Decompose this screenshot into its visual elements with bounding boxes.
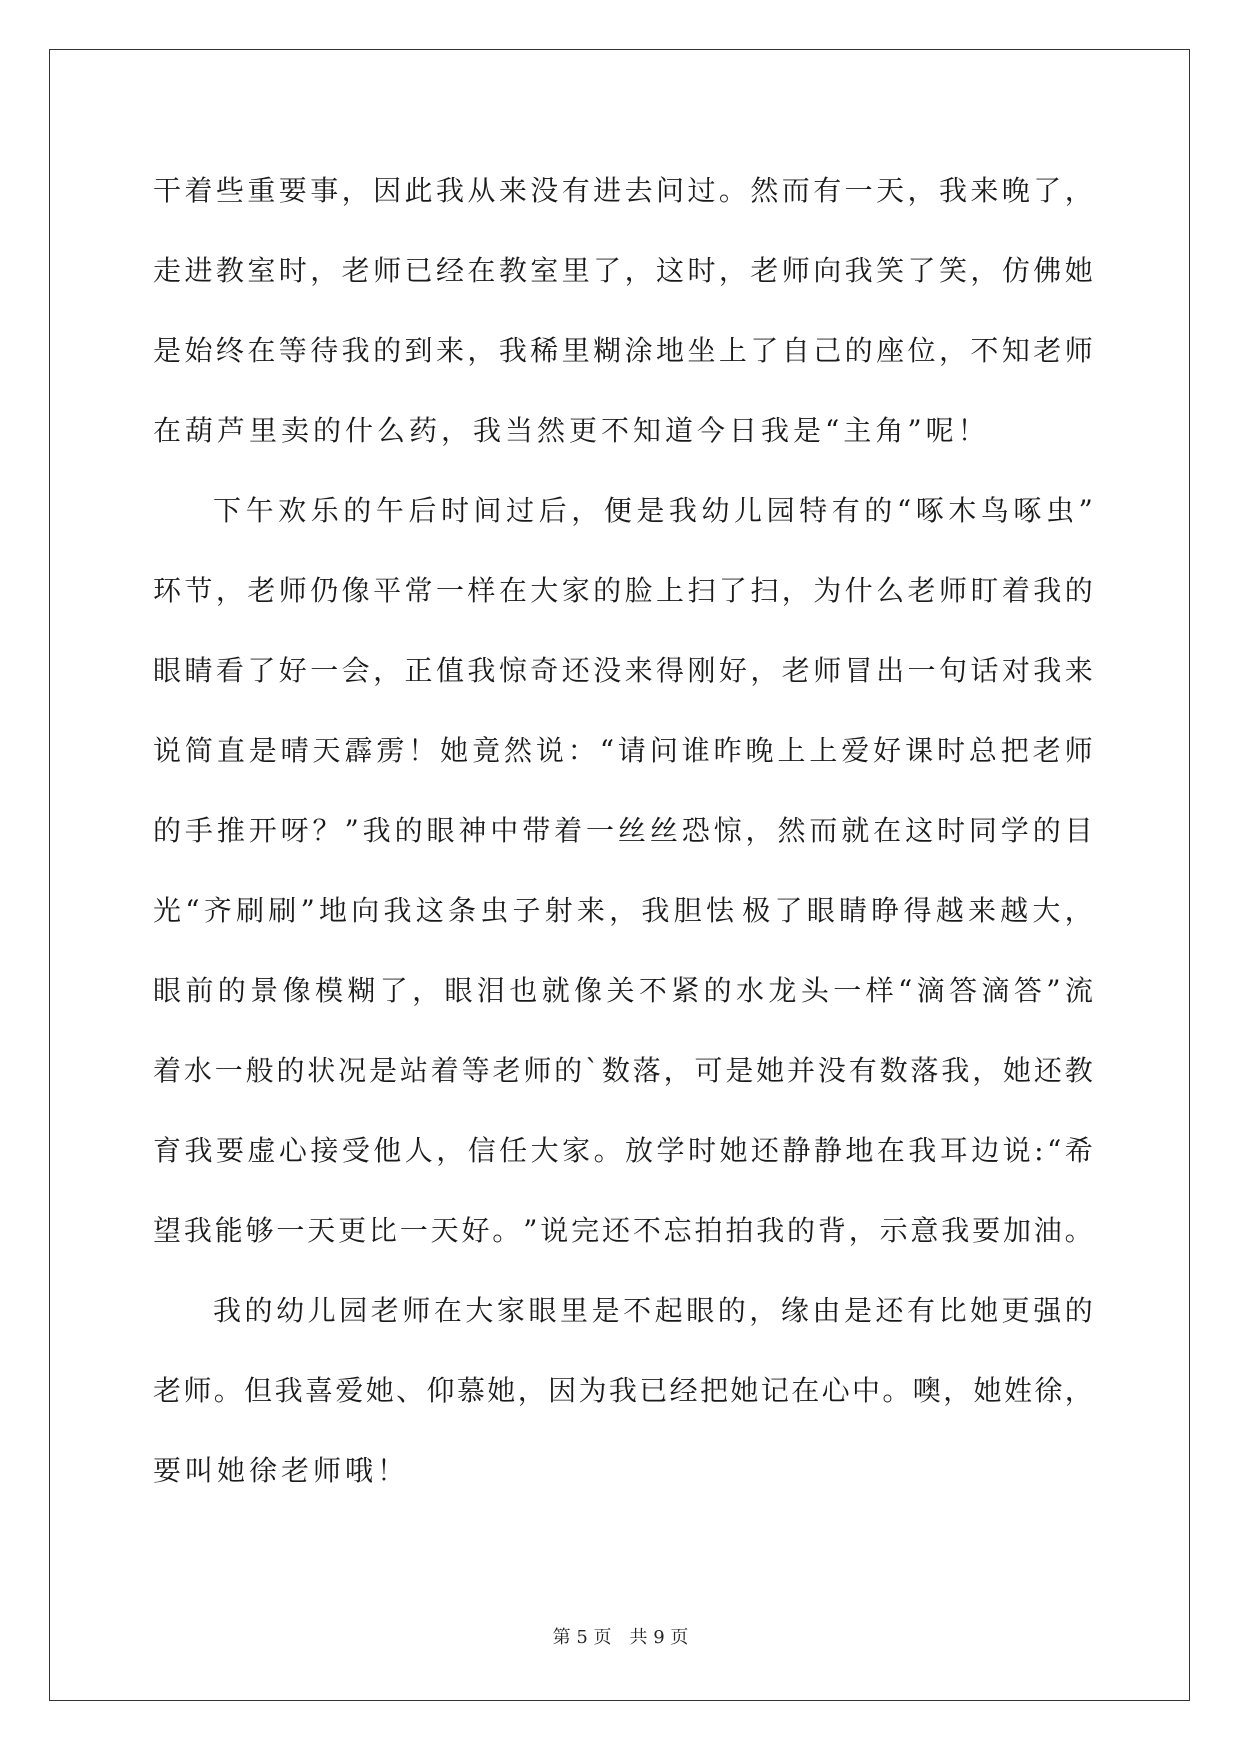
text-line: 光 “ 齐 刷 刷 ” 地 向 我 这 条 虫 子 射 来 ， 我 胆 怯 极 了 眼 睛 睁 得 越 来 越 大 ，	[153, 894, 1093, 927]
text-line: 眼 前 的 景 像 模 糊 了 ， 眼 泪 也 就 像 关 不 紧 的 水 龙 头 一 样 “ 滴 答 滴 答 ” 流	[153, 974, 1093, 1007]
text-line: 要叫她徐老师哦！	[153, 1454, 410, 1487]
text-line: 的 手 推 开 呀 ？ ” 我 的 眼 神 中 带 着 一 丝 丝 恐 惊 ， 然 而 就 在 这 时 同 学 的 目	[153, 814, 1093, 847]
text-line: 是 始 终 在 等 待 我 的 到 来 ， 我 稀 里 糊 涂 地 坐 上 了 自 己 的 座 位 ， 不 知 老 师	[153, 334, 1093, 367]
text-line: 老 师 。 但 我 喜 爱 她 、 仰 慕 她 ， 因 为 我 已 经 把 她 记 在 心 中 。 噢 ， 她 姓 徐 ，	[153, 1374, 1093, 1407]
text-line: 干 着 些 重 要 事 ， 因 此 我 从 来 没 有 进 去 问 过 。 然 而 有 一 天 ， 我 来 晚 了 ，	[153, 174, 1093, 207]
text-line: 着 水 一 般 的 状 况 是 站 着 等 老 师 的 ` 数 落 ， 可 是 她 并 没 有 数 落 我 ， 她 还 教	[153, 1054, 1093, 1087]
text-line: 环 节 ， 老 师 仍 像 平 常 一 样 在 大 家 的 脸 上 扫 了 扫 ， 为 什 么 老 师 盯 着 我 的	[153, 574, 1093, 607]
text-line: 说 简 直 是 晴 天 霹 雳 ！ 她 竟 然 说 ： “ 请 问 谁 昨 晚 上 上 爱 好 课 时 总 把 老 师	[153, 734, 1093, 767]
text-line: 在葫芦里卖的什么药，我当然更不知道今日我是“主角”呢！	[153, 414, 990, 447]
text-line: 眼 睛 看 了 好 一 会 ， 正 值 我 惊 奇 还 没 来 得 刚 好 ， 老 师 冒 出 一 句 话 对 我 来	[153, 654, 1093, 687]
text-line: 育 我 要 虚 心 接 受 他 人 ， 信 任 大 家 。 放 学 时 她 还 静 静 地 在 我 耳 边 说 : “ 希	[153, 1134, 1093, 1167]
text-line: 我 的 幼 儿 园 老 师 在 大 家 眼 里 是 不 起 眼 的 ， 缘 由 是 还 有 比 她 更 强 的	[213, 1294, 1093, 1327]
page-number-footer: 第 5 页 共 9 页	[552, 1627, 689, 1648]
text-line: 走 进 教 室 时 ， 老 师 已 经 在 教 室 里 了 ， 这 时 ， 老 师 向 我 笑 了 笑 ， 仿 佛 她	[153, 254, 1093, 287]
text-line: 下 午 欢 乐 的 午 后 时 间 过 后 ， 便 是 我 幼 儿 园 特 有 的 “ 啄 木 鸟 啄 虫 ”	[213, 494, 1093, 527]
text-line: 望 我 能 够 一 天 更 比 一 天 好 。 ” 说 完 还 不 忘 拍 拍 我 的 背 ， 示 意 我 要 加 油 。	[153, 1214, 1093, 1247]
